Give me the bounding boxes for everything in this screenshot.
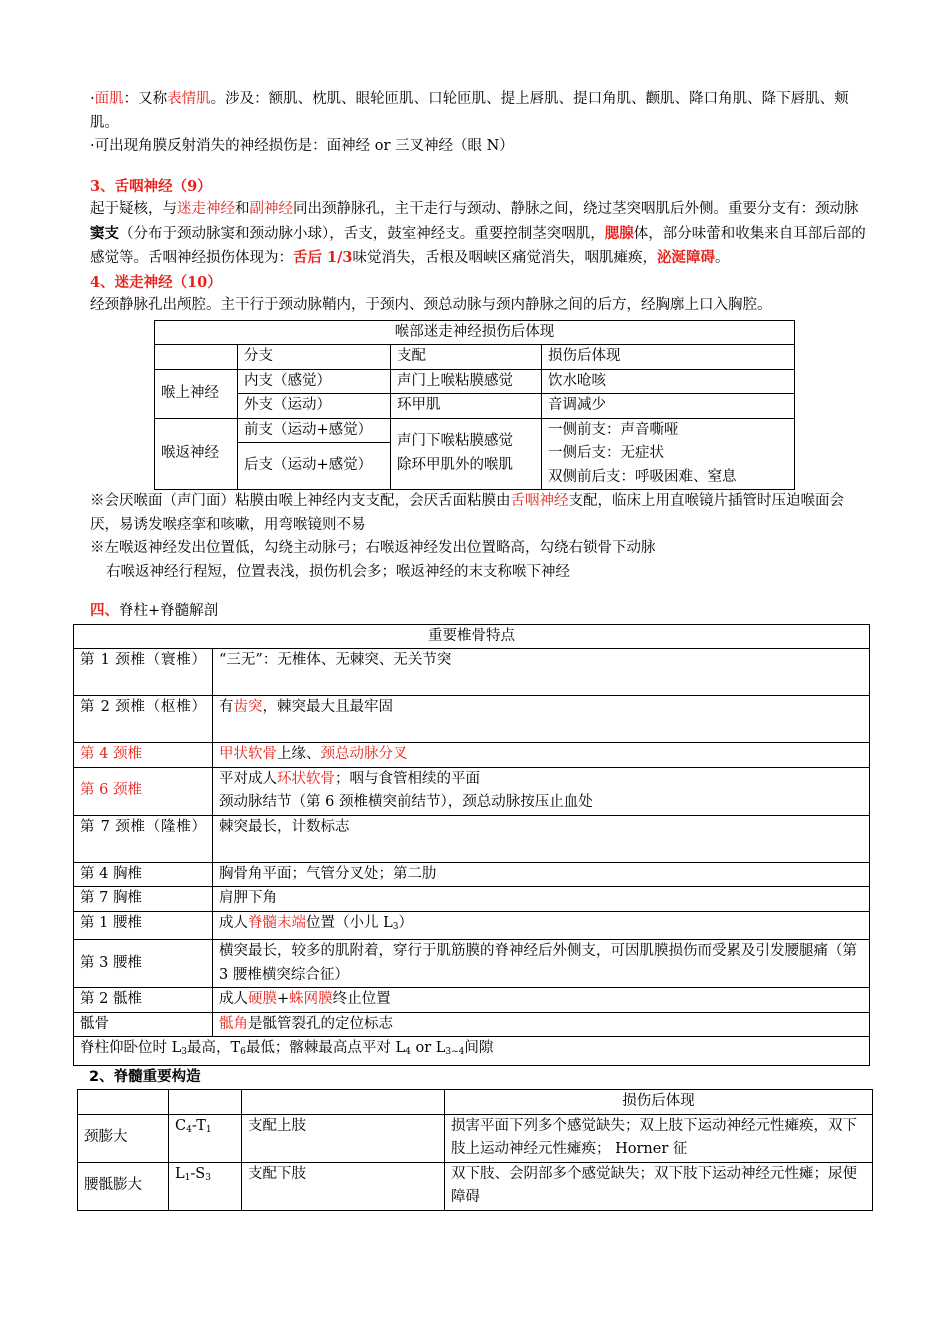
table-row (155, 394, 795, 419)
table-row (74, 887, 870, 912)
subscript: 4 (405, 1047, 411, 1057)
table-caption: 重要椎骨特点 (74, 624, 870, 649)
text: 成人 (219, 914, 248, 931)
text: -T (191, 1117, 206, 1134)
vertebra-desc-cell: 胸骨角平面；气管分叉处；第二肋 (213, 862, 870, 887)
text: 。 (715, 250, 730, 266)
subscript: 3 (392, 921, 399, 932)
effect-line: 双侧前后支：呼吸困难、窒息 (548, 468, 737, 485)
recurrent-nerve-note: ※左喉返神经发出位置低，勾绕主动脉弓；右喉返神经发出位置略高，勾绕右锁骨下动脉 (90, 540, 656, 556)
highlight-term: 硬膜 (248, 991, 277, 1007)
subscript: 3~4 (445, 1047, 465, 1057)
innervation-line: 声门下喉粘膜感觉 (397, 433, 513, 450)
vertebra-desc-cell: “三无”：无椎体、无棘突、无关节突 (213, 649, 870, 696)
vertebra-name-cell: 第 7 胸椎 (74, 887, 213, 912)
table-cell (542, 418, 795, 490)
vertebra-desc-cell: 横突最长，较多的肌附着，穿行于肌筋膜的脊神经后外侧支，可因肌膜损伤而受累及引发腰腿痛（第 3 腰椎横突综合征） (213, 940, 870, 988)
vertebra-name-cell: 第 3 腰椎 (74, 940, 213, 988)
header-cell: 分支 (238, 345, 391, 370)
text: 同出颈静脉孔，主干走行与颈动、静脉之间，绕过茎突咽肌后外侧。重要分支有：颈动脉 (293, 201, 859, 217)
table-row (155, 418, 795, 443)
table-cell: 音调减少 (542, 394, 795, 419)
table-cell: 声门上喉粘膜感觉 (391, 369, 542, 394)
vertebra-name-cell: 第 1 腰椎 (74, 911, 213, 940)
highlight-term: 甲状软骨 (219, 746, 277, 762)
section-number: 四、 (90, 602, 119, 619)
bullet: · (90, 91, 95, 107)
table-row (74, 940, 870, 988)
text: 和 (235, 201, 250, 217)
spinal-cord-heading: 2、脊髓重要构造 (89, 1068, 201, 1085)
text: C (175, 1117, 187, 1134)
table-caption: 喉部迷走神经损伤后体现 (155, 320, 795, 345)
enlargement-name-cell: 颈膨大 (78, 1114, 169, 1162)
function-cell: 支配上肢 (242, 1114, 445, 1162)
effect-line: 一侧前支：声音嘶哑 (548, 421, 679, 438)
segment-cell (169, 1114, 242, 1162)
highlight-term: 齿突 (233, 699, 263, 715)
highlight-term: 环状软骨 (277, 770, 335, 787)
highlight-term: 脊髓末端 (248, 914, 306, 931)
highlight-term: 舌咽神经 (510, 493, 569, 509)
subscript: 4 (186, 1124, 192, 1135)
glossopharyngeal-paragraph (90, 198, 870, 271)
vertebra-desc-cell: 棘突最长，计数标志 (213, 815, 870, 862)
table-row (74, 696, 870, 743)
nerve-name-cell: 喉返神经 (155, 418, 238, 490)
table-cell: 饮水呛咳 (542, 369, 795, 394)
highlight-term: 表情肌 (167, 91, 211, 107)
vertebra-name-cell: 第 7 颈椎（隆椎） (74, 815, 213, 862)
subscript: 3 (181, 1047, 187, 1057)
text: -S (190, 1165, 206, 1182)
text: 最低；髂棘最高点平对 L (245, 1040, 406, 1056)
highlight-term: 舌后 1/3 (293, 249, 353, 266)
table-row (74, 988, 870, 1013)
text: ） (398, 914, 413, 931)
bold-term: 窦支 (90, 224, 119, 242)
vertebra-name-cell: 第 4 颈椎 (74, 743, 213, 768)
recurrent-nerve-note-2: 右喉返神经行程短，位置表浅，损伤机会多；喉返神经的末支称喉下神经 (106, 563, 570, 580)
subscript: 1 (205, 1124, 212, 1135)
text: or L (410, 1040, 446, 1056)
effect-line: 一侧后支：无症状 (548, 445, 664, 461)
subscript: 1 (184, 1172, 191, 1183)
table-row (74, 862, 870, 887)
effect-cell: 双下肢、会阴部多个感觉缺失；双下肢下运动神经元性瘫；尿便障碍 (445, 1162, 873, 1210)
table-row (78, 1162, 873, 1210)
table-row (78, 1114, 873, 1162)
table-cell: 前支（运动+感觉） (238, 418, 391, 443)
highlight-term: 面肌 (94, 91, 124, 107)
header-cell: 支配 (391, 345, 542, 370)
header-cell (155, 345, 238, 370)
nerve-name-cell: 喉上神经 (155, 369, 238, 418)
header-cell (78, 1090, 169, 1115)
text: ：又称 (123, 91, 168, 107)
footer-cell (74, 1037, 870, 1066)
vertebra-name-cell: 第 4 胸椎 (74, 862, 213, 887)
section-title: 脊柱+脊髓解剖 (119, 603, 219, 619)
vertebra-desc-cell (213, 696, 870, 743)
table-cell: 后支（运动+感觉） (238, 443, 391, 490)
vertebra-name-cell: 第 1 颈椎（寰椎） (74, 649, 213, 696)
table-cell (391, 418, 542, 490)
vertebra-name-cell: 第 6 颈椎 (74, 767, 213, 815)
text: 平对成人 (219, 770, 277, 787)
innervation-line: 除环甲肌外的喉肌 (397, 456, 513, 473)
header-cell (169, 1090, 242, 1115)
corneal-reflex-paragraph: ·可出现角膜反射消失的神经损伤是：面神经 or 三叉神经（眼 N） (90, 138, 514, 154)
highlight-term: 泌涎障碍 (657, 249, 716, 266)
text: 起于疑核，与 (90, 201, 177, 217)
function-cell: 支配下肢 (242, 1162, 445, 1210)
header-cell: 损伤后体现 (542, 345, 795, 370)
highlight-term: 迷走神经 (177, 201, 235, 217)
table-header-row (155, 345, 795, 370)
effect-cell: 损害平面下列多个感觉缺失；双上肢下运动神经元性瘫痪，双下肢上运动神经元性瘫痪； Horner 征 (445, 1114, 873, 1162)
table-row (74, 767, 870, 815)
subscript: 6 (240, 1047, 246, 1057)
text: 脊柱仰卧位时 L (80, 1040, 182, 1056)
facial-muscle-paragraph (90, 88, 870, 135)
text: 味觉消失，舌根及咽峡区痛觉消失，咽肌瘫痪， (352, 250, 658, 266)
vertebra-desc-cell (213, 911, 870, 940)
vertebra-desc-cell (213, 743, 870, 768)
vertebra-name-cell: 第 2 骶椎 (74, 988, 213, 1013)
text: 位置（小儿 L (306, 914, 393, 931)
enlargement-name-cell: 腰骶膨大 (78, 1162, 169, 1210)
desc-line (219, 768, 863, 792)
text: ；咽与食管相续的平面 (335, 770, 480, 787)
text: 体，部分味蕾和收集来自耳部后部的感觉等。舌咽神经损伤体现为： (90, 225, 866, 266)
vertebra-desc-cell: 肩胛下角 (213, 887, 870, 912)
spinal-cord-table (77, 1089, 873, 1211)
text: + (277, 991, 290, 1007)
epiglottis-note (90, 490, 870, 537)
text: 支配，临床上用直喉镜片插管时压迫喉面会厌，易诱发喉痉挛和咳嗽，用弯喉镜则不易 (90, 493, 844, 533)
laryngeal-nerve-table (154, 320, 795, 491)
table-cell: 内支（感觉） (238, 369, 391, 394)
table-header-row (78, 1090, 873, 1115)
text: L (175, 1165, 185, 1182)
table-row (74, 911, 870, 940)
highlight-term: 颈总动脉分叉 (320, 746, 408, 762)
text: 终止位置 (332, 991, 391, 1007)
desc-line: 颈动脉结节（第 6 颈椎横突前结节），颈总动脉按压止血处 (219, 794, 593, 810)
vertebra-name-cell: 第 2 颈椎（枢椎） (74, 696, 213, 743)
table-row (155, 369, 795, 394)
table-footer-row (74, 1037, 870, 1066)
vagus-paragraph: 经颈静脉孔出颅腔。主干行于颈动脉鞘内，于颈内、颈总动脉与颈内静脉之间的后方，经胸廓上口入胸腔。 (90, 297, 772, 313)
table-row (74, 649, 870, 696)
header-cell: 损伤后体现 (445, 1090, 873, 1115)
document-page (80, 88, 870, 1211)
vertebra-table (73, 624, 870, 1066)
text: 成人 (219, 991, 248, 1007)
highlight-term: 骶角 (219, 1015, 248, 1032)
text: ，棘突最大且最牢固 (262, 699, 393, 715)
table-cell: 环甲肌 (391, 394, 542, 419)
highlight-term: 蛛网膜 (289, 991, 333, 1007)
text: 最高，T (186, 1040, 241, 1056)
vertebra-desc-cell (213, 767, 870, 815)
text: 间隙 (464, 1040, 494, 1056)
segment-cell (169, 1162, 242, 1210)
text: 上缘、 (277, 746, 321, 762)
glossopharyngeal-heading: 3、舌咽神经（9） (90, 177, 212, 195)
vertebra-desc-cell (213, 988, 870, 1013)
highlight-term: 副神经 (249, 201, 293, 217)
text: 。涉及：额肌、枕肌、眼轮匝肌、口轮匝肌、提上唇肌、提口角肌、颧肌、降口角肌、降下唇肌、颊肌。 (90, 91, 849, 131)
table-row (74, 815, 870, 862)
table-row (74, 1012, 870, 1037)
subscript: 3 (205, 1172, 211, 1183)
text: ※会厌喉面（声门面）粘膜由喉上神经内支支配，会厌舌面粘膜由 (90, 493, 511, 509)
spine-heading (90, 599, 870, 624)
text: 有 (219, 699, 234, 715)
vagus-heading: 4、迷走神经（10） (90, 273, 222, 291)
vertebra-name-cell: 骶骨 (74, 1012, 213, 1037)
table-row (74, 743, 870, 768)
text: （分布于颈动脉窦和颈动脉小球），舌支，鼓室神经支。重要控制茎突咽肌， (119, 225, 605, 242)
header-cell (242, 1090, 445, 1115)
text: 是骶管裂孔的定位标志 (248, 1015, 393, 1032)
vertebra-desc-cell (213, 1012, 870, 1037)
table-cell: 外支（运动） (238, 394, 391, 419)
highlight-term: 腮腺 (604, 224, 634, 242)
